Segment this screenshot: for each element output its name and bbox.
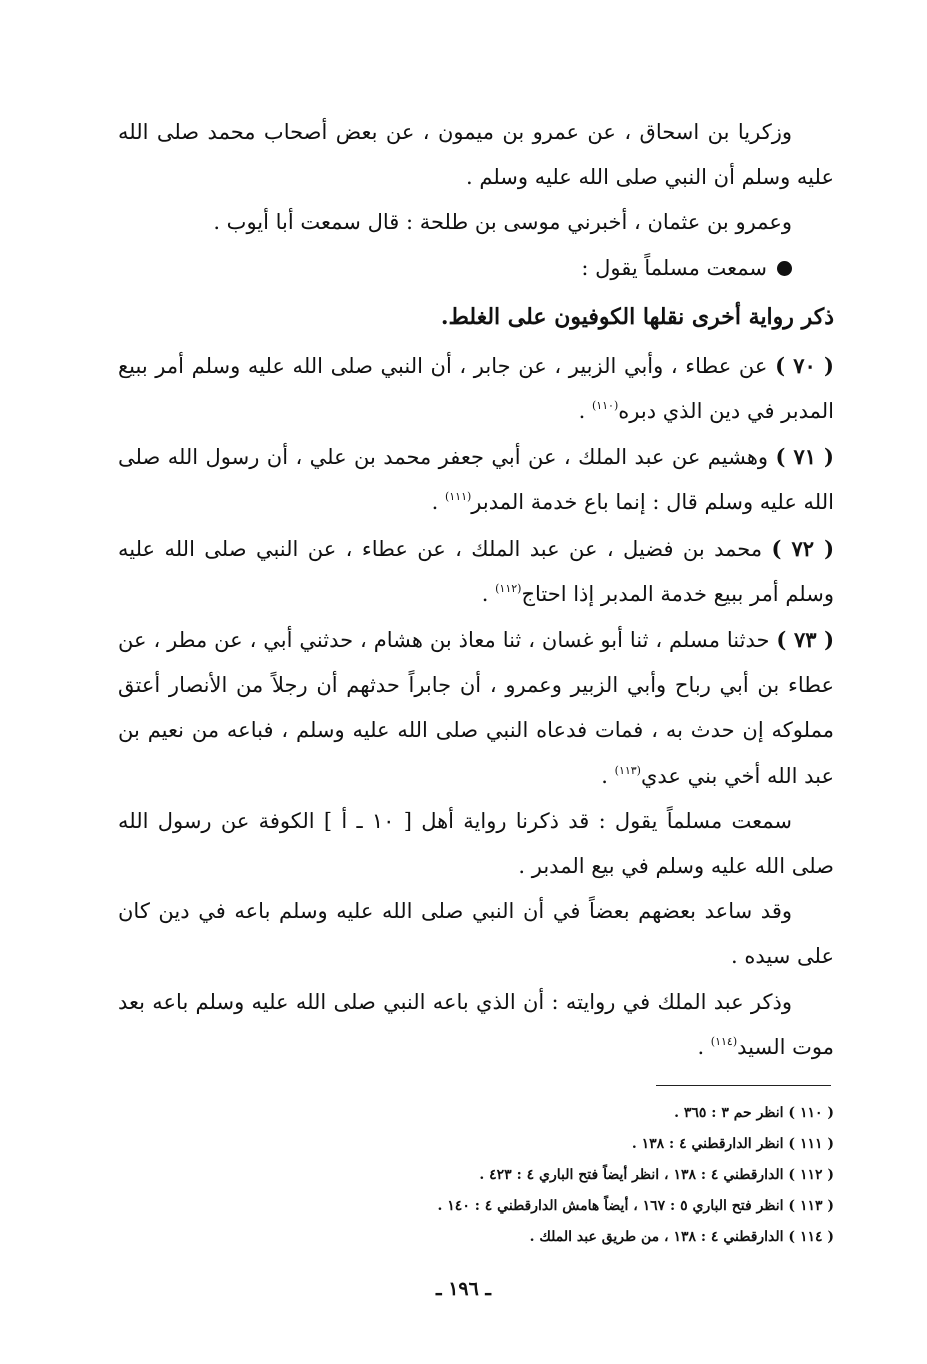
hadith-73 — [118, 617, 834, 799]
page-number: ـ ١٩٦ ـ — [436, 1278, 491, 1300]
section-heading: ذكر رواية أخرى نقلها الكوفيون على الغلط. — [440, 303, 834, 330]
main-text — [118, 110, 834, 1070]
hadith-70-text: عن عطاء ، وأبي الزبير ، عن جابر ، أن النبي صلى الله عليه وسلم أمر ببيع المدبر في دين الذي دبره — [118, 353, 834, 424]
hadith-71-text: وهشيم عن عبد الملك ، عن أبي جعفر محمد بن علي ، أن رسول الله صلى الله عليه وسلم قال : إنما باع خدمة المدبر — [118, 445, 834, 515]
footnote-divider — [656, 1085, 831, 1086]
hadith-72 — [118, 526, 834, 617]
hadith-72-end: . — [481, 581, 496, 606]
paragraph-6-end: . — [697, 1034, 711, 1059]
hadith-72-text: محمد بن فضيل ، عن عبد الملك ، عن عطاء ، عن النبي صلى الله عليه وسلم أمر ببيع خدمة المدبر إذا احتاج — [118, 536, 834, 606]
hadith-71 — [118, 434, 834, 525]
bullet-icon — [777, 261, 792, 276]
paragraph-5: وقد ساعد بعضهم بعضاً في أن النبي صلى الله عليه وسلم باعه في دين كان على سيده . — [118, 899, 834, 969]
footnote-112: ( ١١٢ ) الدارقطني ٤ : ١٣٨ ، انظر أيضاً فتح الباري ٤ : ٤٢٣ . — [479, 1167, 834, 1183]
hadith-70 — [118, 343, 834, 434]
hadith-73-number: ( ٧٣ ) — [776, 627, 835, 653]
footnote-ref-111: (١١١) — [444, 490, 472, 504]
hadith-70-number: ( ٧٠ ) — [775, 352, 834, 378]
paragraph-1: وزكريا بن اسحاق ، عن عمرو بن ميمون ، عن بعض أصحاب محمد صلى الله عليه وسلم أن النبي صلى الله عليه وسلم . — [118, 120, 834, 190]
hadith-71-end: . — [431, 490, 445, 515]
footnotes — [300, 1098, 834, 1253]
hadith-73-text: حدثنا مسلم ، ثنا أبو غسان ، ثنا معاذ بن هشام ، حدثني أبي ، عن مطر ، عن عطاء بن أبي رباح وأبي الزبير وعمرو ، أن جابراً حدثهم أن رجلاً من الأنصار أعتق مملوكه إن حدث به ، فمات فدعاه النبي صلى الله عليه وسلم ، فباعه من نعيم بن عبد الله أخي بني عدي — [118, 628, 834, 788]
paragraph-2: وعمرو بن عثمان ، أخبرني موسى بن طلحة : قال سمعت أبا أيوب . — [213, 210, 792, 235]
footnote-113: ( ١١٣ ) انظر فتح الباري ٥ : ١٦٧ ، أيضاً هامش الدارقطني ٤ : ١٤٠ . — [437, 1198, 834, 1214]
paragraph-3-text: سمعت مسلماً يقول : — [581, 255, 767, 280]
paragraph-4: سمعت مسلماً يقول : قد ذكرنا رواية أهل [ ١٠ ـ أ ] الكوفة عن رسول الله صلى الله عليه وسلم في بيع المدبر . — [118, 808, 834, 879]
footnote-ref-110: (١١٠) — [591, 399, 619, 413]
hadith-71-number: ( ٧١ ) — [775, 444, 834, 470]
footnote-111: ( ١١١ ) انظر الدارقطني ٤ : ١٣٨ . — [631, 1136, 834, 1152]
hadith-70-end: . — [578, 399, 592, 424]
hadith-73-end: . — [601, 763, 615, 788]
hadith-72-number: ( ٧٢ ) — [771, 535, 835, 561]
footnote-ref-114: (١١٤) — [710, 1034, 738, 1048]
paragraph-3 — [118, 246, 834, 291]
paragraph-6 — [118, 980, 834, 1070]
footnote-ref-112: (١١٢) — [495, 581, 522, 595]
footnote-114: ( ١١٤ ) الدارقطني ٤ : ١٣٨ ، من طريق عبد الملك . — [529, 1229, 834, 1245]
footnote-110: ( ١١٠ ) انظر حم ٣ : ٣٦٥ . — [674, 1105, 834, 1121]
footnote-ref-113: (١١٣) — [614, 763, 641, 777]
paragraph-6-text: وذكر عبد الملك في روايته : أن الذي باعه النبي صلى الله عليه وسلم باعه بعد موت السيد — [118, 989, 834, 1059]
